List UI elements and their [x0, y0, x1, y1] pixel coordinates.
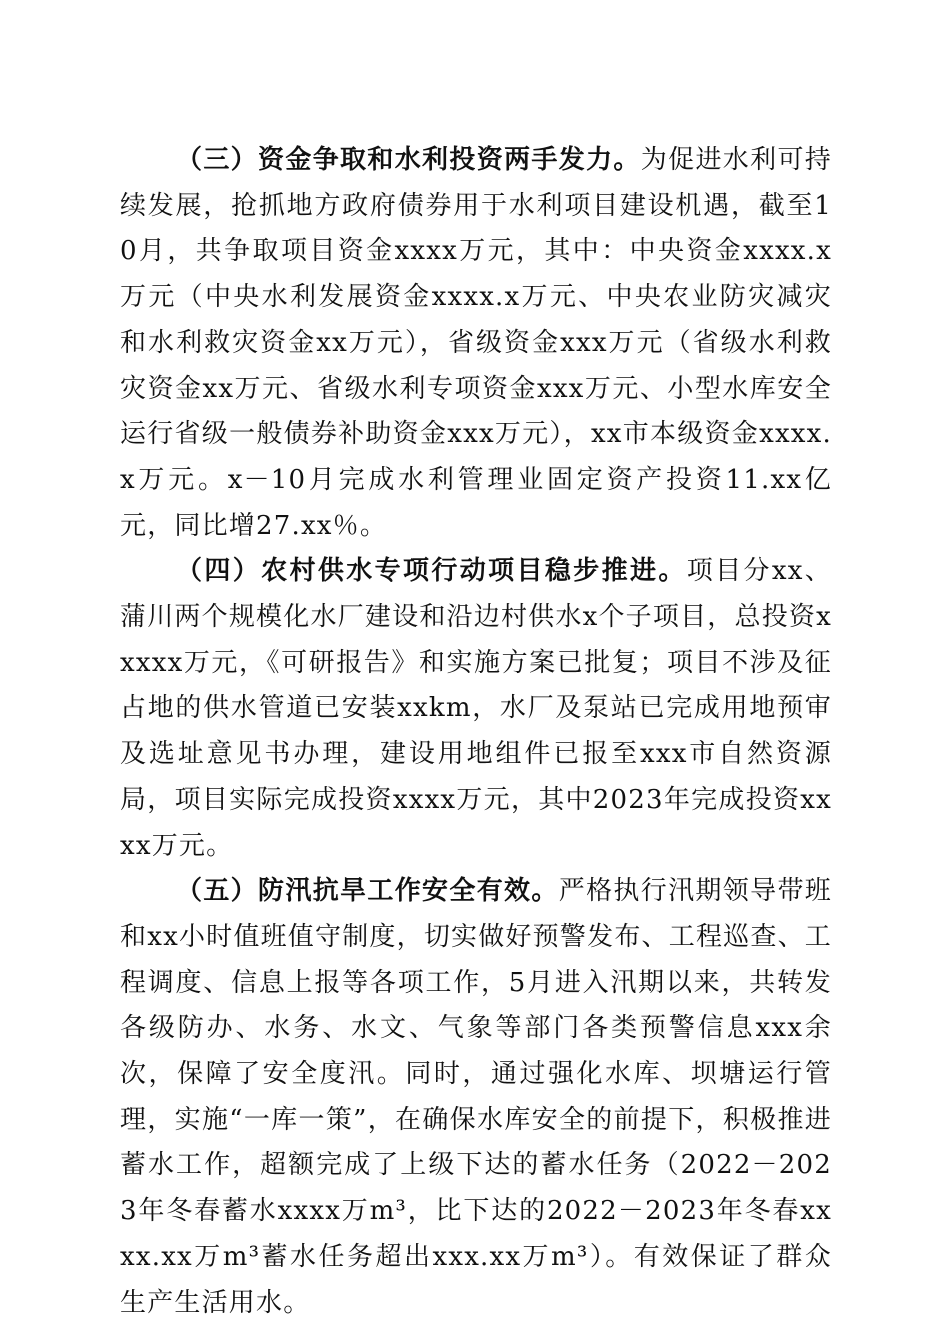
paragraph-text: 为促进水利可持续发展，抢抓地方政府债券用于水利项目建设机遇，截至10月，共争取项目资金xxxx万元，其中：中央资金xxxx.x万元（中央水利发展资金xxxx.x万元、中央农业防灾减灾和水利救灾资金xx万元），省级资金xxx万元（省级水利救灾资金xx万元、省级水利专项资金xxx万元、小型水库安全运行省级一般债券补助资金xxx万元），xx市本级资金xxxx.x万元。x－10月完成水利管理业固定资产投资11.xx亿元，同比增27.xx％。 [120, 145, 832, 541]
paragraph-text: 严格执行汛期领导带班和xx小时值班值守制度，切实做好预警发布、工程巡查、工程调度、信息上报等各项工作，5月进入汛期以来，共转发各级防办、水务、水文、气象等部门各类预警信息xxx余次，保障了安全度汛。同时，通过强化水库、坝塘运行管理，实施“一库一策”，在确保水库安全的前提下，积极推进蓄水工作，超额完成了上级下达的蓄水任务（2022－2023年冬春蓄水xxxx万m³，比下达的2022－2023年冬春xxxx.xx万m³蓄水任务超出xxx.xx万m³）。有效保证了群众生产生活用水。 [120, 876, 832, 1318]
paragraph-funding [120, 138, 832, 549]
document-body [120, 138, 832, 1326]
paragraph-heading: （四）农村供水专项行动项目稳步推进。 [176, 556, 687, 587]
paragraph-flood-drought [120, 869, 832, 1326]
paragraph-heading: （五）防汛抗旱工作安全有效。 [176, 876, 559, 907]
paragraph-text: 项目分xx、蒲川两个规模化水厂建设和沿边村供水x个子项目，总投资xxxxx万元，《可研报告》和实施方案已批复；项目不涉及征占地的供水管道已安装xxkm，水厂及泵站已完成用地预审及选址意见书办理，建设用地组件已报至xxx市自然资源局，项目实际完成投资xxxx万元，其中2023年完成投资xxxx万元。 [120, 556, 832, 861]
paragraph-rural-water-supply [120, 549, 832, 869]
paragraph-heading: （三）资金争取和水利投资两手发力。 [176, 145, 641, 175]
